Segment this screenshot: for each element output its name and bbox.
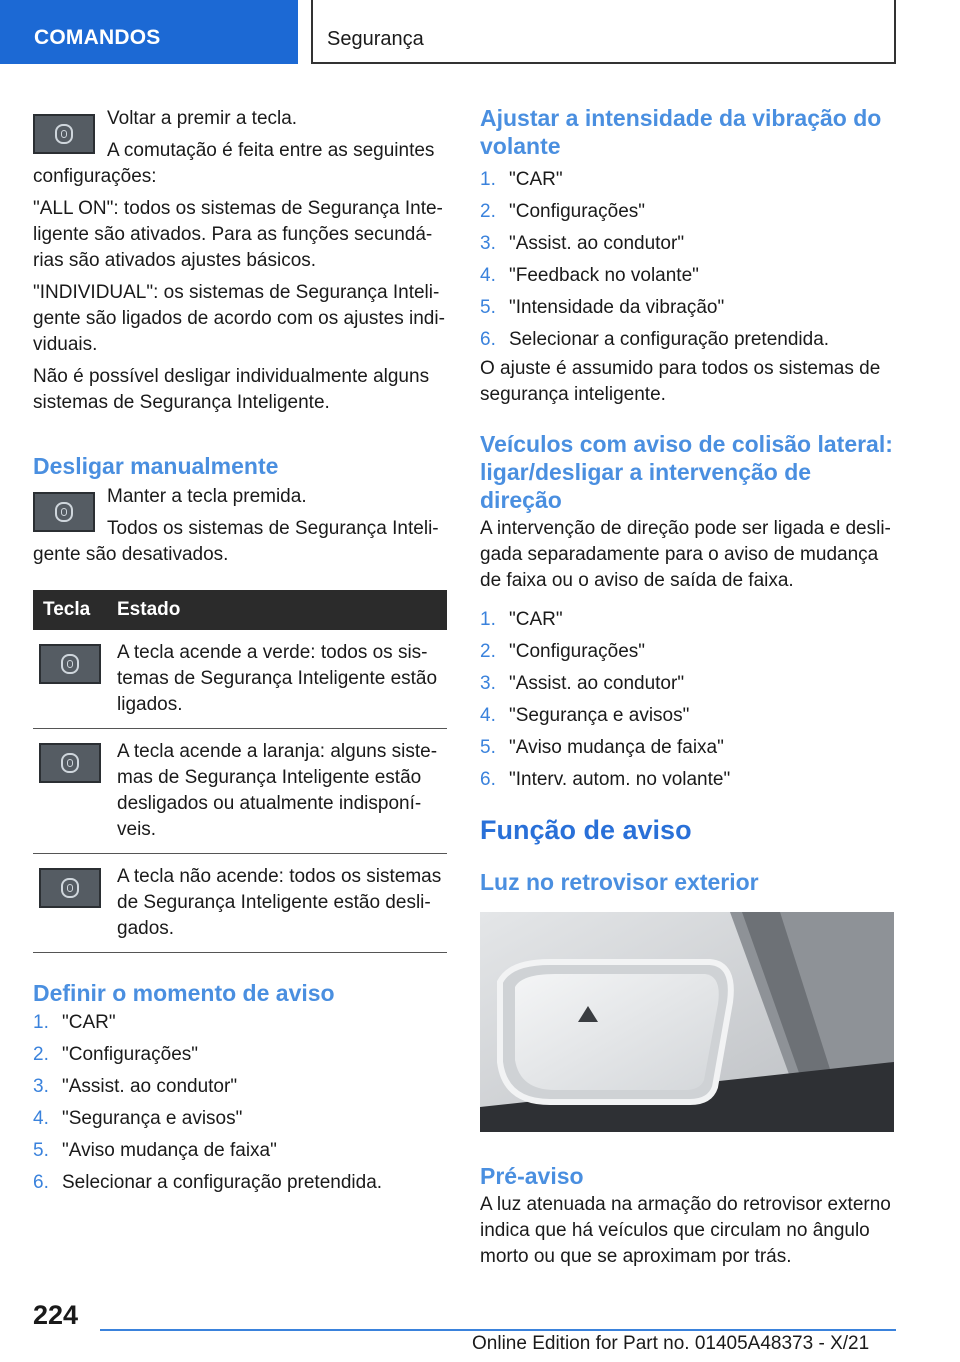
list-item: 1. "CAR" <box>33 1012 116 1033</box>
heading-funcao-aviso: Função de aviso <box>480 815 692 845</box>
heading-luz-retrovisor: Luz no retrovisor exterior <box>480 869 759 895</box>
chapter-title: Segurança <box>327 28 424 50</box>
page-number: 224 <box>33 1300 79 1330</box>
paragraph-individual: "INDIVIDUAL": os sistemas de Segurança Inteli-gente são ligados de acordo com os ajustes indi-viduais. <box>33 282 445 355</box>
side-mirror-warning-image <box>480 912 894 1132</box>
key-green-icon <box>39 644 101 684</box>
list-item: 6. Selecionar a configuração pretendida. <box>480 329 830 350</box>
intro-line-1: Voltar a premir a tecla. <box>107 108 298 129</box>
table-header-row <box>33 590 447 630</box>
intro-key-block <box>33 106 447 164</box>
desligar-line-1: Manter a tecla premida. <box>107 486 307 507</box>
intelligent-safety-key-icon <box>33 114 95 154</box>
heading-preaviso: Pré-aviso <box>480 1163 584 1189</box>
list-item: 1. "CAR" <box>480 609 563 630</box>
paragraph-all-on: "ALL ON": todos os sistemas de Segurança Inte-ligente são ativados. Para as funções secundá-rias são ativados ajustes básicos. <box>33 198 443 271</box>
chapter-header <box>311 0 896 64</box>
desligar-line-2: Todos os sistemas de Segurança Inteli- <box>107 518 439 539</box>
list-item: 4. "Segurança e avisos" <box>480 705 690 726</box>
table-row <box>33 729 447 854</box>
list-item: 6. Selecionar a configuração pretendida. <box>33 1172 383 1193</box>
list-item: 5. "Aviso mudança de faixa" <box>33 1140 277 1161</box>
section-title: COMANDOS <box>34 26 161 49</box>
list-item: 1. "CAR" <box>480 169 563 190</box>
table-cell-state: A tecla não acende: todos os sistemas de Segurança Inteligente estão desli-gados. <box>113 854 447 953</box>
veiculos-paragraph: A intervenção de direção pode ser ligada e desli-gada separadamente para o aviso de mudança de faixa ou o aviso de saída de faixa. <box>480 518 891 591</box>
key-state-table <box>33 590 447 953</box>
key-orange-icon <box>39 743 101 783</box>
list-item: 3. "Assist. ao condutor" <box>480 233 685 254</box>
table-row <box>33 630 447 729</box>
heading-desligar: Desligar manualmente <box>33 453 279 479</box>
list-item: 4. "Feedback no volante" <box>480 265 699 286</box>
ajustar-steps <box>480 164 894 356</box>
table-header-estado: Estado <box>113 590 447 630</box>
footer-divider <box>100 1329 896 1331</box>
ajustar-note: O ajuste é assumido para todos os sistemas de segurança inteligente. <box>480 358 881 405</box>
list-item: 6. "Interv. autom. no volante" <box>480 769 731 790</box>
list-item: 2. "Configurações" <box>480 641 646 662</box>
list-item: 5. "Intensidade da vibração" <box>480 297 725 318</box>
table-header-tecla: Tecla <box>33 590 113 630</box>
table-cell-state: A tecla acende a verde: todos os sis-temas de Segurança Inteligente estão ligados. <box>113 630 447 729</box>
list-item: 5. "Aviso mudança de faixa" <box>480 737 724 758</box>
list-item: 2. "Configurações" <box>33 1044 199 1065</box>
intro-line-2: A comutação é feita entre as seguintes <box>107 140 435 161</box>
veiculos-steps <box>480 604 894 796</box>
list-item: 4. "Segurança e avisos" <box>33 1108 243 1129</box>
desligar-key-block <box>33 484 447 542</box>
list-item: 2. "Configurações" <box>480 201 646 222</box>
right-column <box>480 100 894 1270</box>
intelligent-safety-key-icon <box>33 492 95 532</box>
key-off-icon <box>39 868 101 908</box>
list-item: 3. "Assist. ao condutor" <box>33 1076 238 1097</box>
table-cell-state: A tecla acende a laranja: alguns siste-mas de Segurança Inteligente estão desligados ou atualmente indisponí-veis. <box>113 729 447 854</box>
intro-continuation: configurações: <box>33 166 157 187</box>
list-item: 3. "Assist. ao condutor" <box>480 673 685 694</box>
left-column <box>33 100 447 1199</box>
heading-definir: Definir o momento de aviso <box>33 980 335 1006</box>
footer-edition: Online Edition for Part no. 01405A48373 - X/21 <box>472 1333 870 1354</box>
desligar-continuation: gente são desativados. <box>33 544 229 565</box>
heading-veiculos: Veículos com aviso de colisão lateral: ligar/desligar a intervenção de direção <box>480 431 893 513</box>
table-row <box>33 854 447 953</box>
section-tab <box>0 0 298 64</box>
preaviso-paragraph: A luz atenuada na armação do retrovisor externo indica que há veículos que circulam no ângulo morto ou que se aproximam por trás. <box>480 1194 891 1267</box>
definir-steps <box>33 1007 447 1199</box>
paragraph-nao-possivel: Não é possível desligar individualmente alguns sistemas de Segurança Inteligente. <box>33 366 430 413</box>
heading-ajustar: Ajustar a intensidade da vibração do volante <box>480 105 882 159</box>
